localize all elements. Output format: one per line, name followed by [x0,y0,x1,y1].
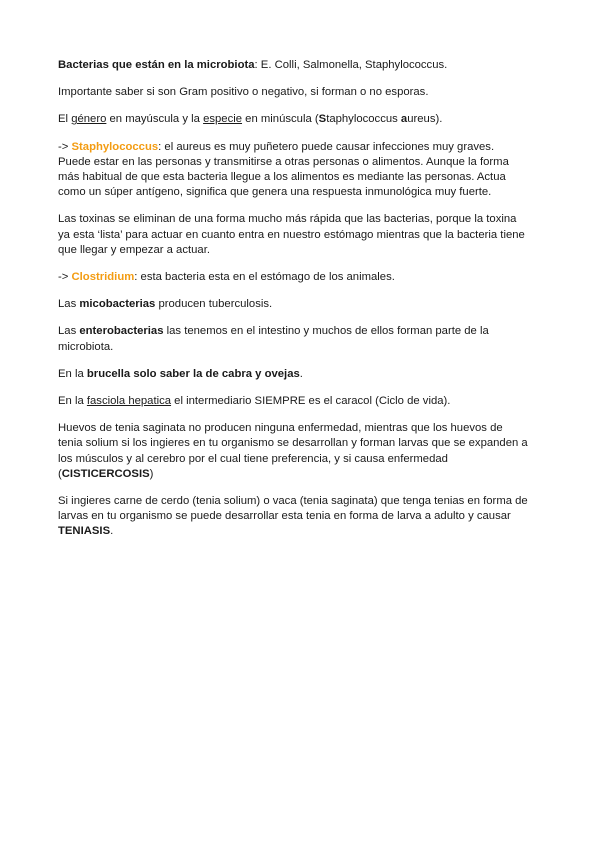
paragraph-nomenclature [58,112,528,127]
text-run: taphylococcus [326,113,401,126]
staphylococcus-description: : el aureus es muy puñetero puede causar infecciones muy graves. Puede estar en las personas y transmitirse a otras personas o alimentos. Aunque la forma más habitual de que esta bacteria llegue a los alimentos es mediante las personas. Actua como un súper antígeno, significa que genera una respuesta inmunológica muy fuerte. [58,140,509,199]
paragraph-staphylococcus [58,140,528,201]
paragraph-toxinas: Las toxinas se eliminan de una forma mucho más rápida que las bacterias, porque la toxina ya esta ‘lista’ para actuar en cuanto entra en nuestro estómago mientras que la bacteria tiene que llegar y empezar a actuar. [58,213,525,256]
text-run: Huevos de tenia saginata no producen ninguna enfermedad, mientras que los huevos de tenia solium si los ingieres en tu organismo se desarrollan y forman larvas que se expanden a los músculos y al cerebro por el cual tiene preferencia, y si causa enfermedad ( [58,422,528,480]
paragraph-clostridium [58,270,528,285]
underlined-genero: género [71,113,107,126]
document-page [58,58,528,552]
arrow-marker: -> [58,140,72,153]
text-run: Si ingieres carne de cerdo (tenia solium) o vaca (tenia saginata) que tenga tenias en forma de larvas en tu organismo se puede desarrollar esta tenia en forma de larva a adulto y causar [58,495,528,523]
microbiota-list: : E. Colli, Salmonella, Staphylococcus. [254,59,448,71]
arrow-marker: -> [58,271,72,284]
teniasis-term: TENIASIS [58,525,111,538]
text-run: las tenemos en el intestino y muchos de ellos forman parte de la microbiota. [58,325,489,353]
cisticercosis-term: CISTICERCOSIS [61,467,150,480]
text-run: el intermediario SIEMPRE es el caracol (Ciclo de vida). [171,395,451,408]
paragraph-brucella [58,367,528,382]
text-run: en minúscula ( [242,113,319,126]
text-run: En la [58,367,87,380]
text-run: En la [58,395,87,408]
enterobacterias-term: enterobacterias [79,325,164,338]
text-run: . [110,525,114,538]
text-run: Las [58,298,80,311]
text-run: . [299,367,303,380]
paragraph-teniasis [58,494,528,540]
paragraph-enterobacterias [58,324,528,354]
text-run: ureus). [407,113,443,126]
paragraph-micobacterias [58,297,528,312]
paragraph-microbiota [58,58,528,73]
bold-initial-a: a [400,113,408,126]
paragraph-fasciola [58,394,528,409]
micobacterias-term: micobacterias [79,298,156,311]
text-run: ) [149,467,154,480]
paragraph-cisticercosis [58,421,528,482]
text-run: Las [58,325,80,338]
fasciola-term: fasciola hepatica [86,395,172,408]
brucella-term: brucella solo saber la de cabra y ovejas [86,367,300,380]
text-run: producen tuberculosis. [155,298,273,311]
staphylococcus-term: Staphylococcus [71,140,159,153]
bold-initial-s: S [318,113,327,126]
microbiota-heading: Bacterias que están en la microbiota [58,59,255,71]
paragraph-gram: Importante saber si son Gram positivo o negativo, si forman o no esporas. [58,86,429,99]
clostridium-description: : esta bacteria esta en el estómago de los animales. [134,271,395,284]
clostridium-term: Clostridium [71,271,135,284]
underlined-especie: especie [203,113,243,126]
text-run: en mayúscula y la [106,113,204,126]
text-run: El [58,113,72,126]
